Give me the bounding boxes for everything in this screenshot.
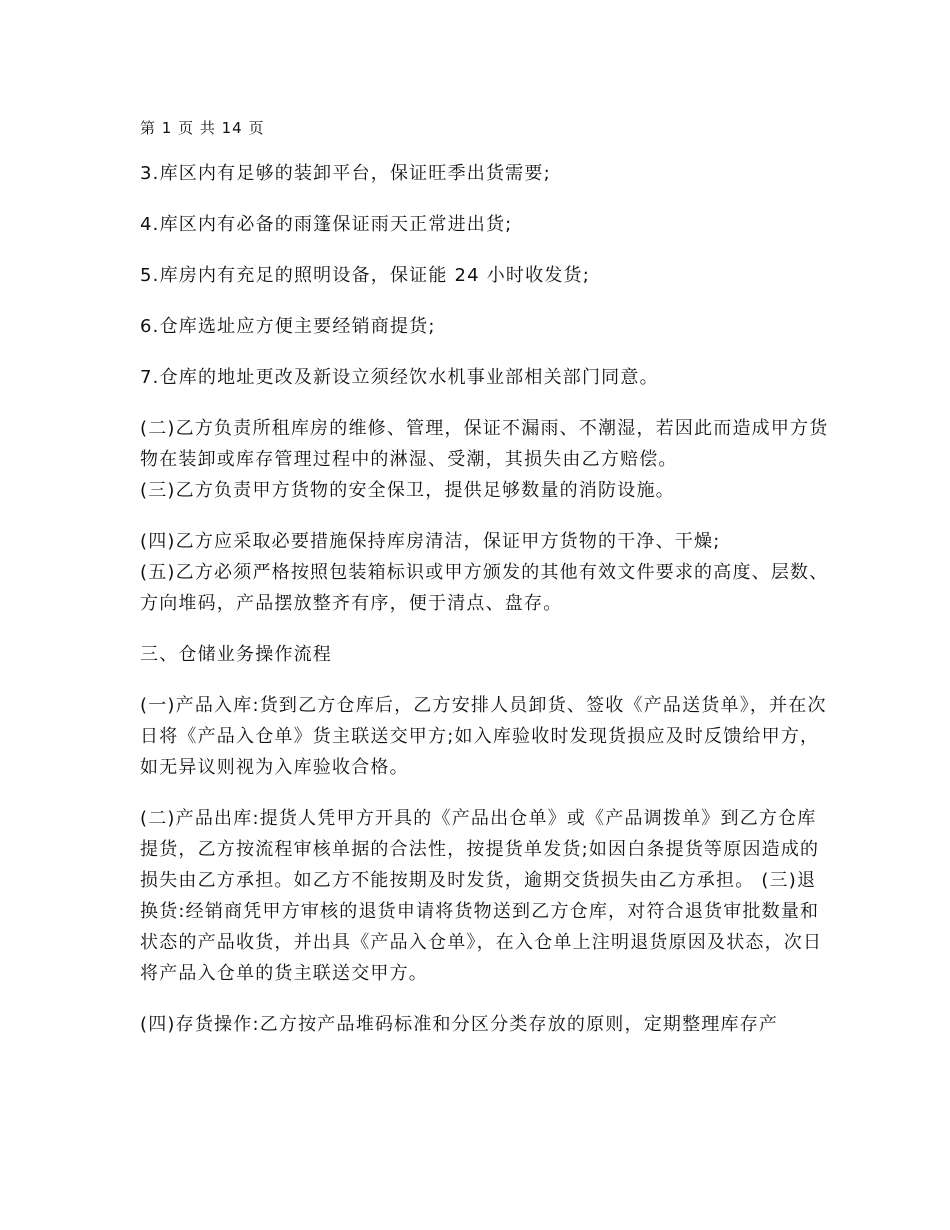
paragraph-section-2-e: (五)乙方必须严格按照包装箱标识或甲方颁发的其他有效文件要求的高度、层数、方向堆码，产品摆放整齐有序，便于清点、盘存。 bbox=[140, 562, 829, 614]
paragraph-7: 7.仓库的地址更改及新设立须经饮水机事业部相关部门同意。 bbox=[140, 367, 659, 388]
paragraph-section-2-c: (三)乙方负责甲方货物的安全保卫，提供足够数量的消防设施。 bbox=[140, 480, 675, 501]
paragraph-section-2-b: (二)乙方负责所租库房的维修、管理，保证不漏雨、不潮湿，若因此而造成甲方货物在装卸或库存管理过程中的淋湿、受潮，其损失由乙方赔偿。 bbox=[140, 418, 829, 470]
document-body bbox=[140, 158, 830, 1060]
paragraph-outbound-returns: (二)产品出库:提货人凭甲方开具的《产品出仓单》或《产品调拨单》到乙方仓库提货，乙方按流程审核单据的合法性，按提货单发货;如因白条提货等原因造成的损失由乙方承担。如乙方不能按期及时发货，逾期交货损失由乙方承担。 (三)退换货:经销商凭甲方审核的退货申请将货物送到乙方仓库，对符合退货审批数量和状态的产品收货，并出具《产品入仓单》，在入仓单上注明退货原因及状态，次日将产品入仓单的货主联送交甲方。 bbox=[140, 808, 823, 984]
section-heading-3: 三、仓储业务操作流程 bbox=[140, 644, 332, 665]
paragraph-section-2-d: (四)乙方应采取必要措施保持库房清洁，保证甲方货物的干净、干燥; bbox=[140, 531, 721, 552]
paragraph-6: 6.仓库选址应方便主要经销商提货; bbox=[140, 316, 436, 337]
paragraph-inbound: (一)产品入库:货到乙方仓库后，乙方安排人员卸货、签收《产品送货单》，并在次日将《产品入仓单》货主联送交甲方;如入库验收时发现货损应及时反馈给甲方，如无异议则视为入库验收合格。 bbox=[140, 695, 827, 778]
paragraph-storage: (四)存货操作:乙方按产品堆码标准和分区分类存放的原则，定期整理库存产 bbox=[140, 1014, 779, 1035]
paragraph-5: 5.库房内有充足的照明设备，保证能 24 小时收发货; bbox=[140, 265, 590, 286]
paragraph-4: 4.库区内有必备的雨篷保证雨天正常进出货; bbox=[140, 214, 513, 235]
page-indicator: 第 1 页 共 14 页 bbox=[140, 119, 265, 137]
paragraph-3: 3.库区内有足够的装卸平台，保证旺季出货需要; bbox=[140, 163, 551, 184]
